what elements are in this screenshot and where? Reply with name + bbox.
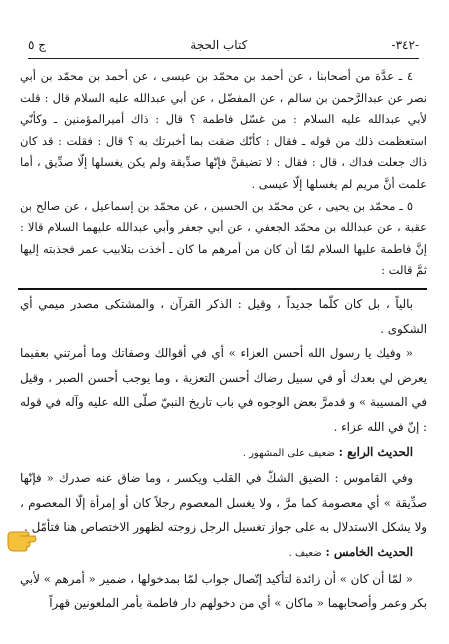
page-number: -٣٤٢-: [391, 38, 419, 52]
hadith-5-paragraph: ٥ ـ محمّد بن يحيى ، عن محمّد بن الحسين ، عن محمّد بن إسماعيل ، عن صالح بن عقبة ، عن عبدالله بن محمّد الجعفي ، عن أبي جعفر وأبي عبدالله عليهما السلام قالا : إنَّ فاطمة عليها السلام لمّا أن كان من أمرهم ما كان ـ أخذت بتلابيب عمر فجذبته إليها ثمَّ قالت :: [20, 198, 427, 278]
hadith-4-body: وفي القاموس : الضيق الشكّ في القلب ويكسر ، وما ضاق عنه صدرك « فإنّها صدِّيقة » أي معصومة كما مرَّ ، ولا يغسل المعصوم رجلاً كان أو إمرأة إلّا المعصوم ، ولا يشكل الاستدلال به على جواز تغسيل الرجل زوجته لظهور الاختصاص هنا فتأمّل .: [20, 471, 427, 535]
book-title: كتاب الحجة: [190, 38, 248, 52]
section-divider: [18, 288, 427, 290]
commentary-intro: بالياً ، بل كان كلّما جديداً ، وقيل : الذكر القرآن ، والمشتكى مصدر ميمي أي الشكوى .: [20, 297, 427, 336]
pointing-hand-icon: [6, 524, 40, 552]
page-header: [28, 34, 419, 56]
hadith-5-commentary: [20, 540, 427, 567]
hadith-4-paragraph: ٤ ـ عدَّة من أصحابنا ، عن أحمد بن محمّد بن عيسى ، عن أحمد بن محمّد بن أبي نصر عن عبدالرَّحمن بن سالم ، عن المفضّل ، عن أبي عبدالله عليه السلام قال : قلت لأبي عبدالله عليه السلام : من غسّل فاطمة ؟ قال : ذاك أميرالمؤمنين ـ وكأنّي استعظمت ذلك من قوله ـ فقال : كأنّك ضقت بما أخبرتك به ؟ قال : فقلت : قد كان ذاك جعلت فداك ، قال : فقال : لا تضيقنَّ فإنّها صدِّيقة ولم يكن يغسلها إلّا صدِّيق ، أما علمت أنَّ مريم لم يغسلها إلّا عيسى .: [20, 69, 427, 191]
hadith-4-commentary: [20, 440, 427, 467]
hadith-5-heading: الحديث الخامس :: [325, 544, 413, 559]
hadith-4-grade: ضعيف على المشهور .: [242, 447, 335, 459]
hadith-text: [20, 66, 427, 282]
hadith-5-body: « لمّا أن كان » أن زائدة لتأكيد إتّصال جواب لمّا بمدخولها ، ضمير « أمرهم » لأبي بكر وعمر وأصحابهما « ماكان » أي من دخولهم دار فاطمة بأمر الملعونين قهراً: [20, 571, 427, 611]
header-rule: [28, 58, 419, 59]
commentary-quote: « وفيك يا رسول الله أحسن العزاء » أي في أقوالك وصفاتك وما أمرتني بعفيما يعرض لي بعدك أو في سبيل رضاك أحسن التعزية ، وما يوجب أحسن الصبر ، وقيل في المسيبة » و قدمرَّ بعض الوجوه في باب تاريخ النبيّ صلّى الله عليه وآله في قوله : إنّ في الله عزاء .: [20, 346, 427, 434]
commentary-text: [20, 292, 427, 616]
volume-number: ج ٥: [28, 38, 47, 52]
hadith-4-heading: الحديث الرابع :: [338, 444, 413, 459]
hadith-5-grade: ضعيف .: [288, 547, 322, 559]
